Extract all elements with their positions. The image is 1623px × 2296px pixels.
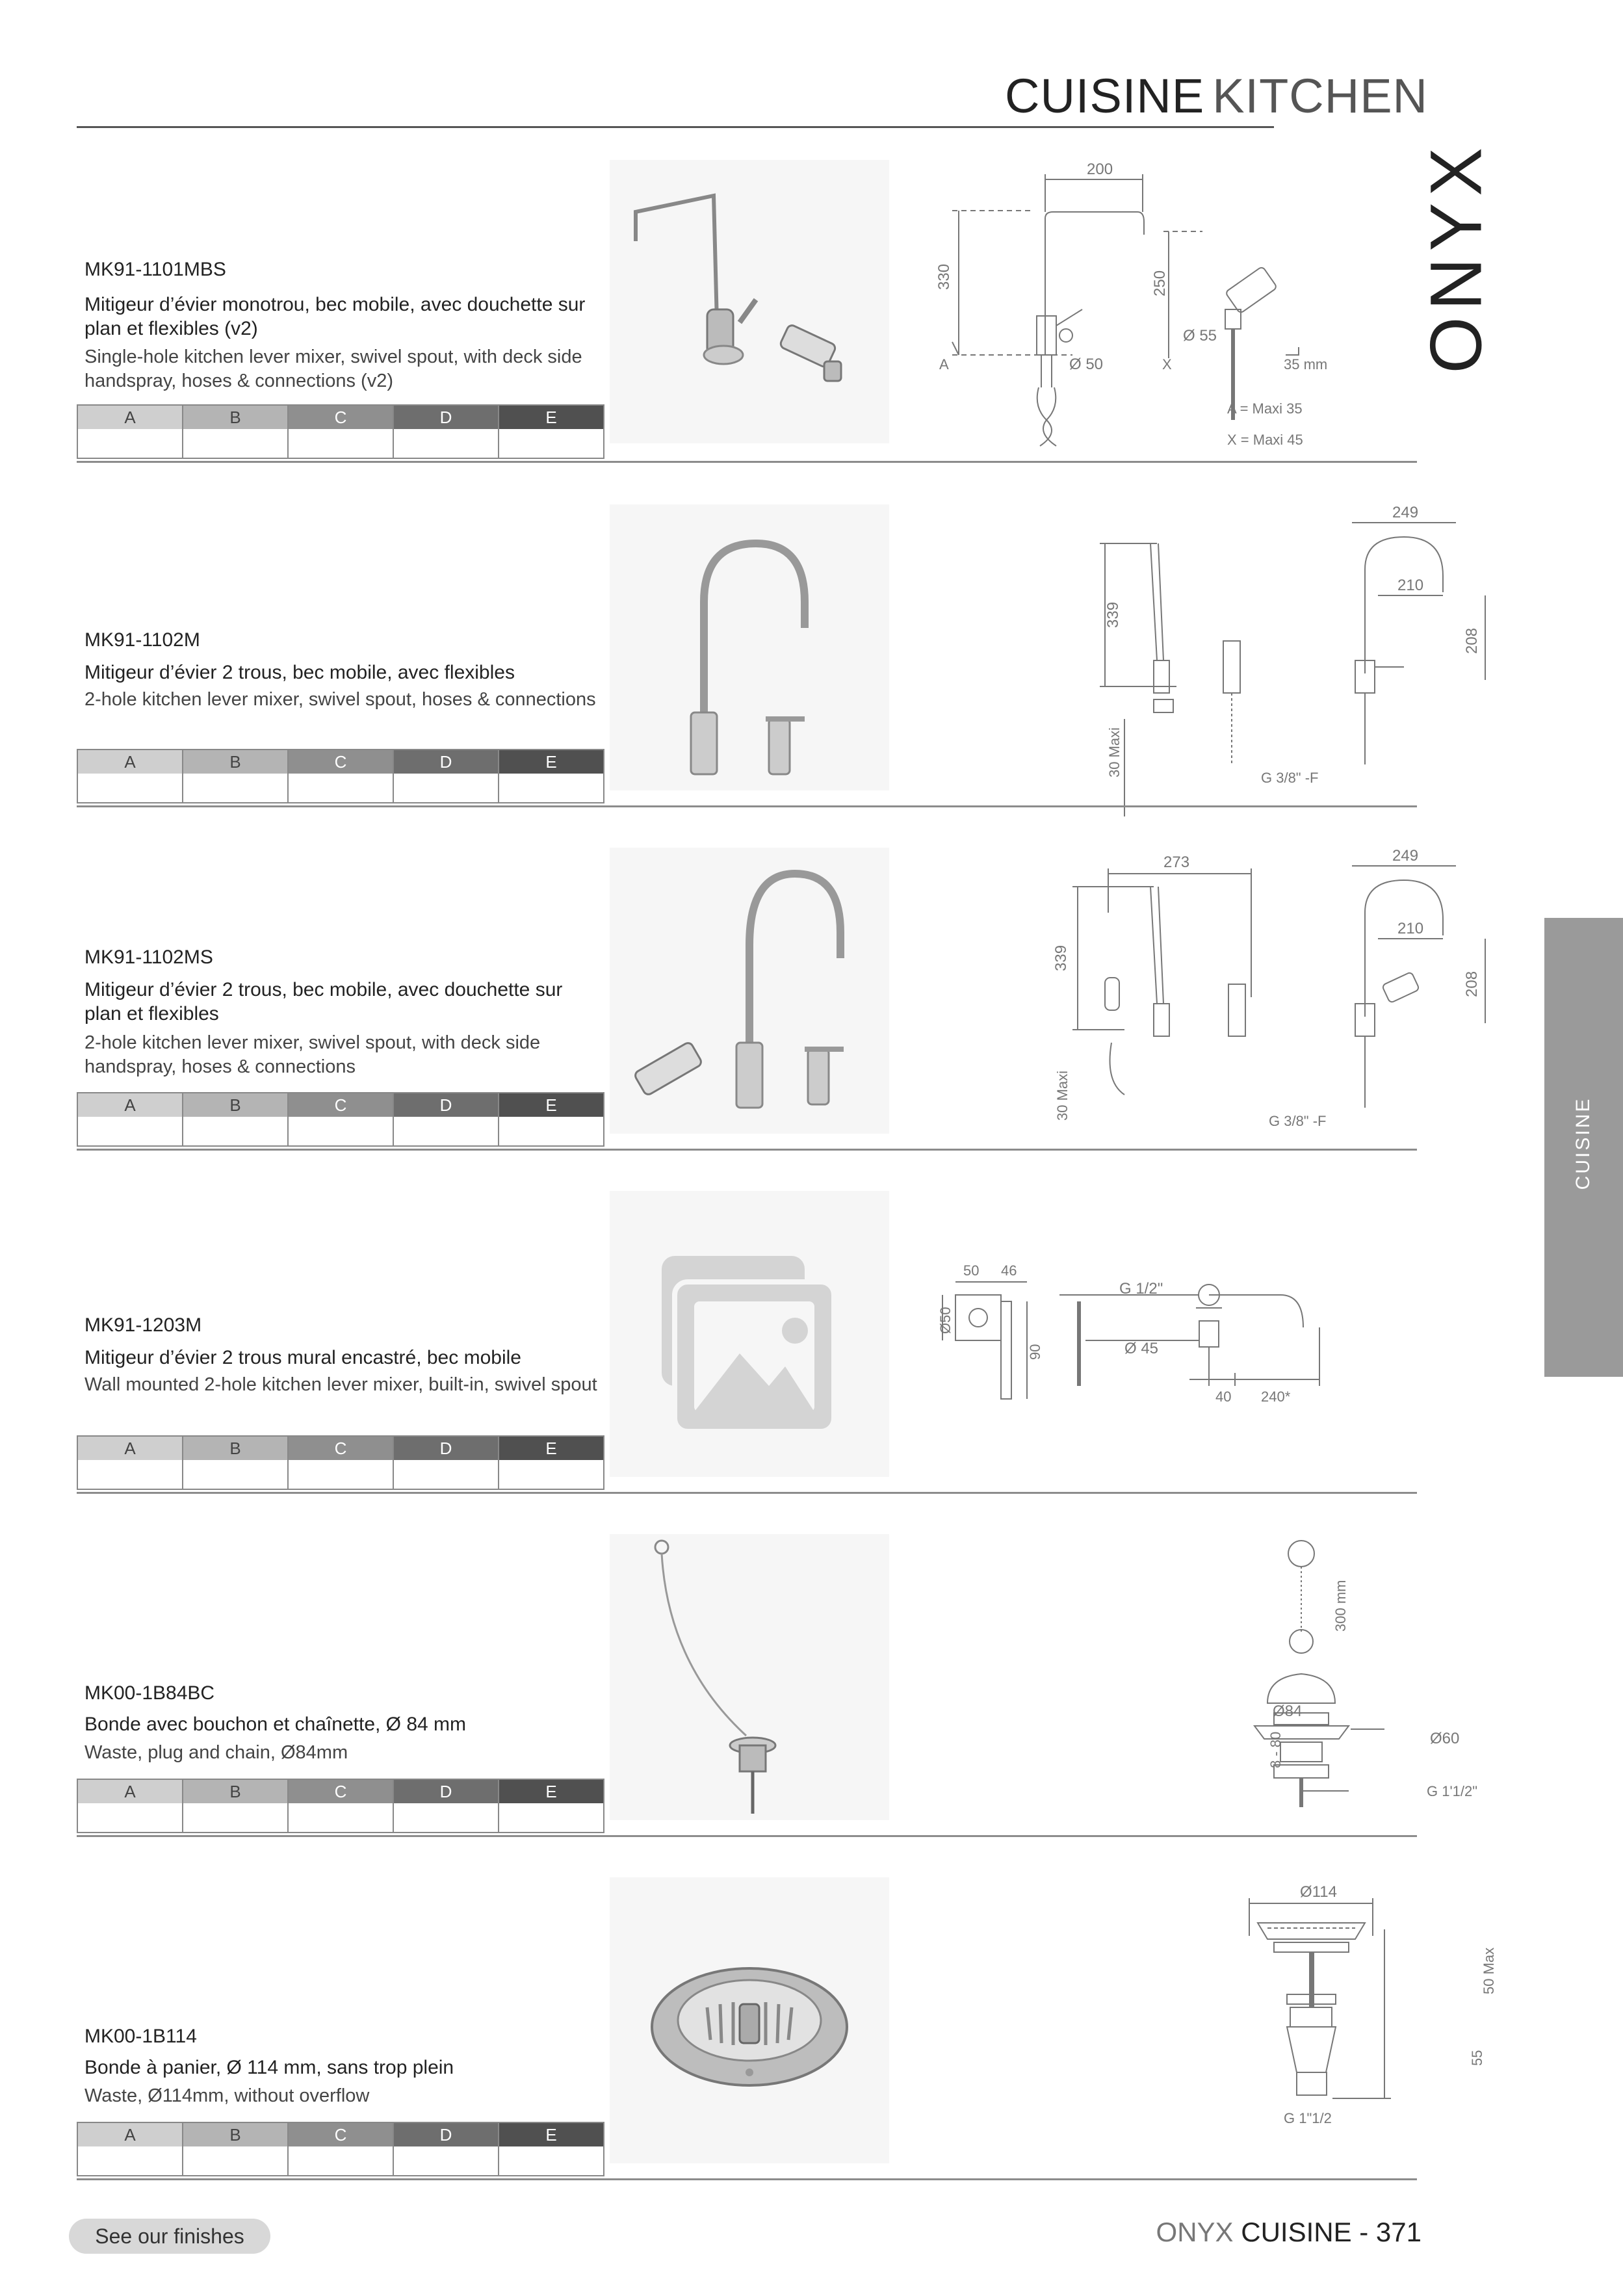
technical-drawing (929, 504, 1488, 803)
finish-label: E (499, 750, 603, 774)
finish-label: B (183, 406, 287, 429)
product-row (77, 847, 1481, 1151)
technical-drawing (929, 1877, 1497, 2176)
technical-drawing (929, 160, 1488, 459)
dim-208: 208 (1463, 971, 1481, 997)
dim-250: 250 (1151, 270, 1169, 296)
finish-label: A (78, 1780, 182, 1803)
finish-cell[interactable] (183, 406, 289, 458)
product-desc-fr: Mitigeur d’évier 2 trous mural encastré, bec mobile (84, 1347, 521, 1368)
product-photo (610, 1534, 889, 1820)
finish-cell[interactable] (499, 1780, 603, 1832)
product-photo (610, 1877, 889, 2163)
finish-label: C (289, 1437, 393, 1460)
product-desc-en: Single-hole kitchen lever mixer, swivel spout, with deck side handspray, hoses & connections (v2) (84, 346, 582, 391)
product-desc-en: Wall mounted 2-hole kitchen lever mixer, built-in, swivel spout (84, 1374, 597, 1395)
finish-label: E (499, 1437, 603, 1460)
finish-cell[interactable] (78, 406, 183, 458)
row-divider (77, 1492, 1417, 1494)
dim-g38: G 3/8" -F (1269, 1113, 1327, 1129)
dim-50a: 50 (963, 1262, 980, 1279)
brand-text: ONYX (1415, 141, 1497, 374)
finish-label: B (183, 1437, 287, 1460)
finish-label: A (78, 750, 182, 774)
finish-cell[interactable] (289, 1780, 394, 1832)
finish-label: A (78, 2123, 182, 2146)
dim-339: 339 (1104, 601, 1122, 628)
finish-cell[interactable] (183, 2123, 289, 2175)
finish-label: D (394, 2123, 498, 2146)
finish-cell[interactable] (394, 1437, 499, 1489)
row-divider (77, 461, 1417, 463)
dim-35: 35 mm (1284, 356, 1328, 372)
dim-50b: Ø50 (937, 1307, 954, 1334)
dim-50: Ø 50 (1069, 356, 1104, 373)
finish-label: D (394, 1437, 498, 1460)
finish-cell[interactable] (394, 1780, 499, 1832)
title-en: KITCHEN (1212, 69, 1428, 123)
product-row (77, 1534, 1478, 1837)
product-row (77, 504, 1481, 807)
finish-cell[interactable] (499, 2123, 603, 2175)
finish-label: B (183, 1780, 287, 1803)
finish-cell[interactable] (78, 1437, 183, 1489)
dim-208: 208 (1463, 627, 1481, 654)
finish-label: B (183, 750, 287, 774)
dim-90: 90 (1027, 1344, 1043, 1360)
product-desc-fr: Mitigeur d’évier 2 trous, bec mobile, avec flexibles (84, 662, 515, 683)
product-photo (610, 160, 889, 443)
product-desc-en: Waste, Ø114mm, without overflow (84, 2085, 370, 2106)
header-divider (77, 126, 1274, 128)
finish-cell[interactable] (289, 1093, 394, 1145)
dim-30: 30 Maxi (1106, 727, 1123, 777)
dim-55: 55 (1469, 2050, 1485, 2066)
finish-cell[interactable] (183, 1780, 289, 1832)
dim-45: Ø 45 (1124, 1340, 1159, 1357)
finish-label: A (78, 406, 182, 429)
footer-section: CUISINE - 371 (1241, 2217, 1422, 2247)
finish-table (77, 404, 604, 459)
finish-table (77, 749, 604, 803)
dim-330: 330 (935, 263, 953, 290)
product-code: MK91-1102M (84, 629, 200, 651)
finish-label: A (78, 1437, 182, 1460)
placeholder-image (610, 1191, 889, 1477)
dim-210: 210 (1397, 577, 1424, 594)
row-divider (77, 805, 1417, 807)
finish-label: B (183, 2123, 287, 2146)
dim-210: 210 (1397, 920, 1424, 937)
dim-300: 300 mm (1332, 1580, 1349, 1632)
finish-label: E (499, 406, 603, 429)
dim-339: 339 (1052, 945, 1070, 971)
finish-label: D (394, 406, 498, 429)
dim-40: 40 (1215, 1389, 1232, 1405)
title-fr: CUISINE (1005, 69, 1205, 123)
side-tab-cuisine[interactable] (1544, 918, 1623, 1377)
technical-drawing (929, 1534, 1488, 1833)
finish-label: D (394, 1093, 498, 1117)
finish-label: E (499, 1780, 603, 1803)
finish-table (77, 2122, 604, 2176)
finish-label: C (289, 1093, 393, 1117)
dim-249: 249 (1392, 847, 1419, 865)
finish-cell[interactable] (183, 1093, 289, 1145)
finish-cell[interactable] (289, 1437, 394, 1489)
page-title (1005, 68, 1428, 124)
dim-g38: G 3/8" -F (1261, 770, 1319, 786)
finish-cell[interactable] (499, 750, 603, 802)
product-photo (610, 504, 889, 790)
product-code: MK00-1B114 (84, 2026, 197, 2047)
product-code: MK91-1203M (84, 1314, 202, 1336)
finish-cell[interactable] (289, 406, 394, 458)
dim-200: 200 (1087, 161, 1113, 178)
see-finishes-button[interactable]: See our finishes (69, 2219, 270, 2254)
product-code: MK00-1B84BC (84, 1682, 215, 1704)
finish-cell[interactable] (183, 1437, 289, 1489)
footer-brand: ONYX (1156, 2217, 1234, 2247)
finish-label: A (78, 1093, 182, 1117)
row-divider (77, 1149, 1417, 1151)
technical-drawing (929, 1191, 1488, 1490)
finish-label: D (394, 750, 498, 774)
dim-g112: G 1"1/2 (1284, 2110, 1332, 2126)
finish-table (77, 1435, 604, 1490)
dim-55: Ø 55 (1183, 327, 1217, 345)
finish-table (77, 1779, 604, 1833)
note-amax: A = Maxi 35 (1227, 400, 1303, 417)
finish-cell[interactable] (394, 1093, 499, 1145)
dim-60: Ø60 (1430, 1730, 1460, 1747)
row-divider (77, 2178, 1417, 2180)
dim-30: 30 Maxi (1054, 1070, 1071, 1121)
dim-a: A (939, 356, 949, 372)
dim-g112: G 1'1/2" (1427, 1783, 1478, 1799)
finish-cell[interactable] (499, 406, 603, 458)
finish-label: E (499, 1093, 603, 1117)
finish-label: D (394, 1780, 498, 1803)
dim-114: Ø114 (1300, 1883, 1337, 1901)
dim-46: 46 (1001, 1262, 1017, 1279)
finish-cell[interactable] (499, 1437, 603, 1489)
finish-table (77, 1092, 604, 1147)
dim-8-80: 8 - 80 (1267, 1731, 1284, 1768)
finish-label: C (289, 1780, 393, 1803)
finish-cell[interactable] (289, 2123, 394, 2175)
row-divider (77, 1835, 1417, 1837)
dim-273: 273 (1163, 854, 1190, 871)
product-row (77, 160, 1417, 463)
finish-label: B (183, 1093, 287, 1117)
product-desc-fr: Bonde à panier, Ø 114 mm, sans trop plein (84, 2057, 454, 2078)
dim-g12: G 1/2" (1119, 1280, 1163, 1298)
dim-240: 240* (1261, 1389, 1291, 1405)
finish-label: C (289, 2123, 393, 2146)
product-photo (610, 848, 889, 1134)
finish-label: E (499, 2123, 603, 2146)
product-desc-fr: Mitigeur d’évier 2 trous, bec mobile, avec douchette sur plan et flexibles (84, 979, 563, 1024)
page-footer (1156, 2217, 1422, 2248)
product-desc-en: 2-hole kitchen lever mixer, swivel spout, hoses & connections (84, 689, 596, 710)
finish-cell[interactable] (289, 750, 394, 802)
finish-cell[interactable] (499, 1093, 603, 1145)
note-xmax: X = Maxi 45 (1227, 432, 1303, 448)
product-code: MK91-1101MBS (84, 259, 226, 280)
product-desc-fr: Bonde avec bouchon et chaînette, Ø 84 mm (84, 1714, 467, 1735)
dim-84: Ø84 (1273, 1702, 1303, 1720)
finish-cell[interactable] (78, 750, 183, 802)
finish-label: C (289, 750, 393, 774)
finish-cell[interactable] (394, 2123, 499, 2175)
finish-cell[interactable] (78, 1093, 183, 1145)
dim-249: 249 (1392, 504, 1419, 521)
finish-cell[interactable] (394, 406, 499, 458)
product-code: MK91-1102MS (84, 946, 213, 968)
product-row (77, 1191, 1417, 1494)
finish-label: C (289, 406, 393, 429)
product-desc-en: Waste, plug and chain, Ø84mm (84, 1742, 348, 1763)
technical-drawing (929, 848, 1488, 1147)
side-tab-label: CUISINE (1572, 1097, 1594, 1190)
product-row (77, 1877, 1497, 2180)
dim-50max: 50 Max (1481, 1947, 1497, 1994)
finish-cell[interactable] (78, 1780, 183, 1832)
product-desc-en: 2-hole kitchen lever mixer, swivel spout, with deck side handspray, hoses & connections (84, 1032, 541, 1077)
finish-cell[interactable] (394, 750, 499, 802)
product-desc-fr: Mitigeur d’évier monotrou, bec mobile, avec douchette sur plan et flexibles (v2) (84, 294, 586, 339)
finish-cell[interactable] (78, 2123, 183, 2175)
dim-x: X (1162, 356, 1172, 372)
finish-cell[interactable] (183, 750, 289, 802)
